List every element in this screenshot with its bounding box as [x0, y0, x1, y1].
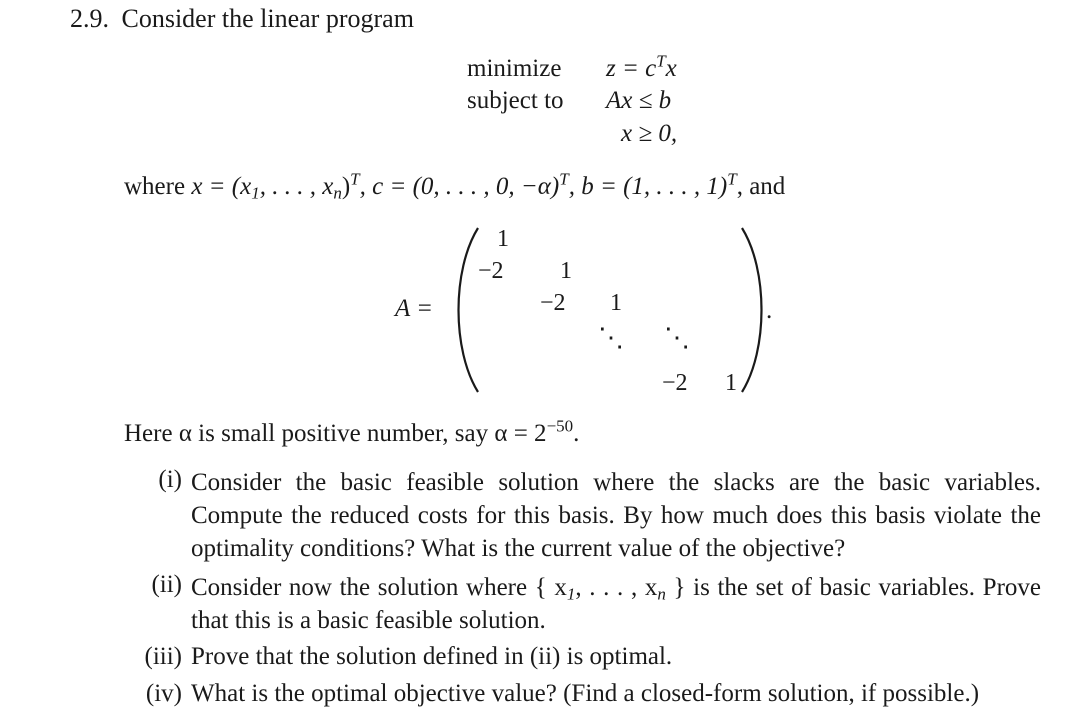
- lp-objective: $z = c^Tx$: [606, 51, 677, 82]
- matrix-dots: ⋱: [598, 323, 624, 352]
- matrix-entry: 1: [725, 370, 737, 396]
- item-text-iv: What is the optimal objective value? (Find a closed-form solution, if possible.): [191, 680, 980, 707]
- item-label-iv: (iv): [145, 680, 182, 707]
- matrix-entry: 1: [610, 290, 622, 316]
- matrix-period: .: [766, 297, 773, 324]
- lp-minimize-label: minimize: [467, 55, 562, 82]
- problem-title: Consider the linear program: [121, 4, 414, 33]
- matrix-entry: −2: [478, 258, 504, 284]
- item-label-ii: (ii): [151, 571, 182, 598]
- item-label-i: (i): [158, 466, 182, 493]
- item-text-i: Consider the basic feasible solution where the slacks are the basic variables. Compute the reduced costs for this basis. By how much does this basis violate the optimality conditions? What is the current value of the objective?: [191, 469, 1041, 562]
- alpha-line: Here α is small positive number, say $\alpha = 2^{-50}$.: [124, 416, 580, 447]
- right-paren: [742, 228, 762, 392]
- matrix-entry: −2: [540, 290, 566, 316]
- item-label-iii: (iii): [144, 643, 182, 670]
- problem-number: 2.9.: [70, 4, 109, 33]
- lp-constraint-nonneg: x ≥ 0,: [621, 120, 678, 147]
- matrix-entry: 1: [497, 226, 509, 252]
- matrix-dots: ⋱: [664, 323, 690, 352]
- matrix-entry: 1: [560, 258, 572, 284]
- lp-constraint-ax: Ax ≤ b: [606, 87, 672, 114]
- lp-subject-label: subject to: [467, 87, 564, 114]
- left-paren: [459, 228, 479, 392]
- matrix-label: A =: [395, 295, 433, 322]
- matrix-entry: −2: [662, 370, 688, 396]
- where-line: where $x = (x_1$, . . . , $x_n)^T$, c = (0, . . . , 0, −α)$^T$, b = (1, . . . , 1)$^T$, and: [124, 169, 786, 203]
- item-text-ii: Consider now the solution where { $x_1$, . . . , $x_n$ } is the set of basic variables. Prove that this is a basic feasible solution.: [191, 574, 1042, 634]
- item-text-iii: Prove that the solution defined in (ii) is optimal.: [191, 643, 673, 670]
